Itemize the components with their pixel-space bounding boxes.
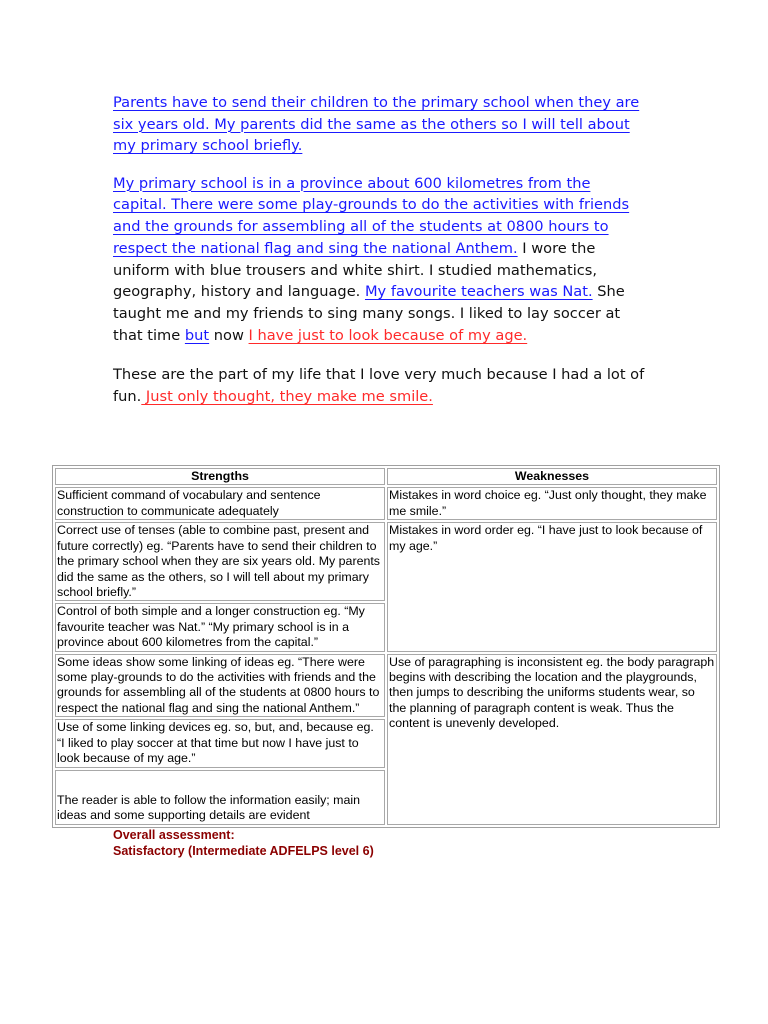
table-row xyxy=(55,654,717,718)
assessment-table xyxy=(52,465,720,828)
table-header-row xyxy=(55,468,717,485)
essay-paragraph-3 xyxy=(113,364,648,408)
strength-cell: Correct use of tenses (able to combine past, present and future correctly) eg. “Parents have to send their children to the primary school when they are six years old. My parents did the same as the others, so I will tell about my primary school briefly.” xyxy=(55,522,385,601)
overall-assessment-value: Satisfactory (Intermediate ADFELPS level 6) xyxy=(113,843,374,858)
highlight-blue: My primary school is in a province about 600 kilometres from the capital. There were some play-grounds to do the activities with friends and the grounds for assembling all of the students at 0800 hours to respect the national flag and sing the national Anthem. xyxy=(113,174,630,257)
weaknesses-header: Weaknesses xyxy=(387,468,717,485)
table-row xyxy=(55,487,717,520)
essay-text-run: now xyxy=(209,327,249,345)
highlight-blue: but xyxy=(184,327,210,345)
strength-cell: Sufficient command of vocabulary and sentence construction to communicate adequately xyxy=(55,487,385,520)
highlight-red: Just only thought, they make me smile. xyxy=(141,387,433,405)
essay-text-run: She taught me and my friends to sing many songs. I liked to lay soccer at that time xyxy=(113,283,625,345)
overall-assessment xyxy=(113,828,374,859)
highlight-blue: My favourite teachers was Nat. xyxy=(364,283,593,301)
weakness-cell: Use of paragraphing is inconsistent eg. the body paragraph begins with describing the location and the playgrounds, then jumps to describing the uniforms students wear, so the planning of paragraph content is weak. Thus the content is unevenly developed. xyxy=(387,654,717,825)
strength-cell: Some ideas show some linking of ideas eg. “There were some play-grounds to do the activities with friends and the grounds for assembling all of the students at 0800 hours to respect the national flag and sing the national Anthem.” xyxy=(55,654,385,718)
weakness-cell: Mistakes in word order eg. “I have just to look because of my age.” xyxy=(387,522,717,651)
essay-text-run: I wore the uniform with blue trousers and white shirt. I studied mathematics, geography, history and language. xyxy=(113,239,598,301)
highlight-blue: Parents have to send their children to the primary school when they are six years old. My parents did the same as the others so I will tell about my primary school briefly. xyxy=(113,94,640,154)
table-row xyxy=(55,522,717,601)
essay-text-run: These are the part of my life that I love very much because I had a lot of fun. xyxy=(113,365,645,405)
strength-cell: Control of both simple and a longer construction eg. “My favourite teacher was Nat.” “My primary school is in a province about 600 kilometres from the capital.” xyxy=(55,603,385,651)
highlight-red: I have just to look because of my age. xyxy=(248,327,528,345)
strength-cell: Use of some linking devices eg. so, but, and, because eg. “I liked to play soccer at that time but now I have just to look because of my age.” xyxy=(55,719,385,767)
strengths-header: Strengths xyxy=(55,468,385,485)
overall-assessment-label: Overall assessment: xyxy=(113,828,235,842)
essay-text xyxy=(113,92,648,408)
essay-paragraph-1 xyxy=(113,92,648,157)
weakness-cell: Mistakes in word choice eg. “Just only thought, they make me smile.” xyxy=(387,487,717,520)
essay-paragraph-2 xyxy=(113,173,648,347)
strength-cell: The reader is able to follow the information easily; main ideas and some supporting details are evident xyxy=(55,770,385,825)
